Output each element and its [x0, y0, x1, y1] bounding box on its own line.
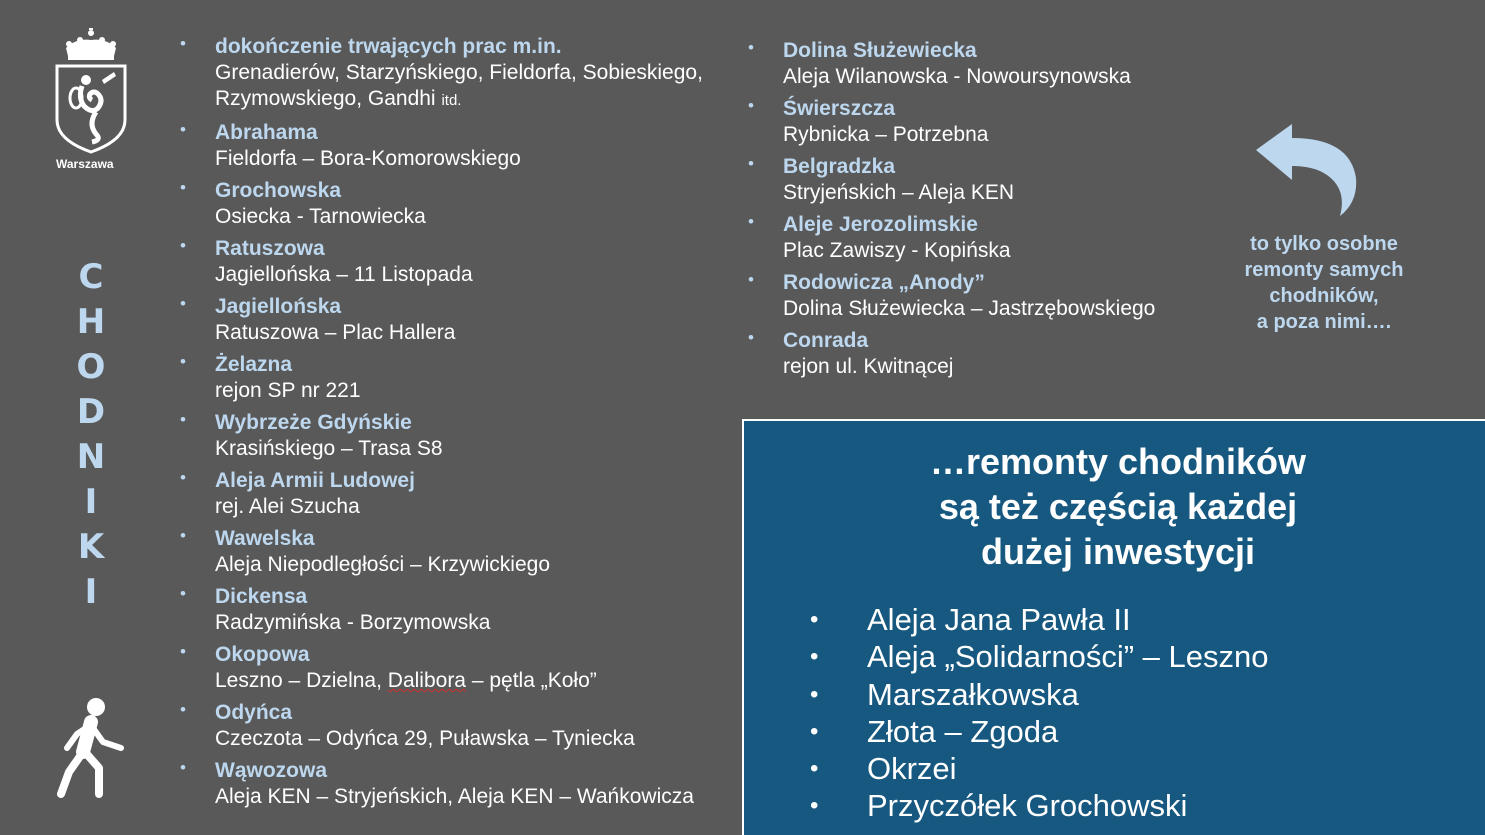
- warsaw-logo: [52, 28, 130, 154]
- vertical-title-letter: N: [76, 437, 106, 477]
- vertical-title-letter: C: [78, 257, 104, 297]
- list-item: [180, 294, 725, 346]
- street-detail: Ratuszowa – Plac Hallera: [215, 321, 456, 344]
- vertical-title: [62, 255, 120, 615]
- list-item: [180, 758, 725, 810]
- panel-list-item: • Aleja „Solidarności” – Leszno: [810, 638, 1269, 675]
- street-name: • dokończenie trwających prac m.in.: [215, 35, 562, 58]
- list-item: [180, 468, 725, 520]
- right-street-list: [748, 38, 1218, 386]
- panel-list-item: • Okrzei: [810, 750, 1269, 787]
- street-name: • Dickensa: [215, 585, 308, 608]
- list-item: [748, 270, 1218, 322]
- street-detail: Czeczota – Odyńca 29, Puławska – Tyniecka: [215, 727, 635, 750]
- street-name: • Dolina Służewiecka: [783, 39, 977, 62]
- street-detail: Jagiellońska – 11 Listopada: [215, 263, 473, 286]
- vertical-title-letter: I: [84, 572, 98, 612]
- list-item: [180, 352, 725, 404]
- street-name: • Conrada: [783, 329, 869, 352]
- list-item: [180, 178, 725, 230]
- side-note: [1215, 231, 1433, 335]
- list-item: [180, 700, 725, 752]
- street-name: • Wawelska: [215, 527, 315, 550]
- panel-title: [744, 439, 1485, 574]
- street-detail-post: – pętla „Koło”: [471, 669, 597, 692]
- panel-list: [810, 601, 1269, 825]
- list-item: [180, 642, 725, 694]
- side-note-line: a poza nimi….: [1256, 311, 1392, 333]
- street-name: • Świerszcza: [783, 97, 896, 120]
- street-name: • Wąwozowa: [215, 759, 328, 782]
- street-name: • Aleja Armii Ludowej: [215, 469, 415, 492]
- panel-title-line: dużej inwestycji: [980, 531, 1256, 572]
- street-name: • Okopowa: [215, 643, 310, 666]
- street-name: • Żelazna: [215, 353, 293, 376]
- left-street-list: [180, 34, 725, 816]
- vertical-title-letter: I: [84, 482, 98, 522]
- street-detail-pre: Leszno – Dzielna,: [215, 669, 382, 692]
- vertical-title-letter: K: [77, 527, 105, 567]
- list-item: [748, 328, 1218, 380]
- side-note-line: remonty samych: [1244, 259, 1404, 281]
- street-name: • Aleje Jerozolimskie: [783, 213, 978, 236]
- street-name: • Jagiellońska: [215, 295, 342, 318]
- list-item: [180, 526, 725, 578]
- panel-list-item: • Marszałkowska: [810, 676, 1269, 713]
- street-name: • Ratuszowa: [215, 237, 325, 260]
- side-note-line: chodników,: [1269, 285, 1379, 307]
- street-name: • Grochowska: [215, 179, 342, 202]
- curved-back-arrow-icon: [1252, 120, 1360, 218]
- walking-person-icon: [55, 696, 127, 800]
- street-detail: Rybnicka – Potrzebna: [783, 123, 989, 146]
- list-item: [748, 154, 1218, 206]
- street-name: • Wybrzeże Gdyńskie: [215, 411, 412, 434]
- street-detail: Krasińskiego – Trasa S8: [215, 437, 443, 460]
- list-item: [748, 212, 1218, 264]
- street-detail-small: itd.: [441, 92, 462, 109]
- panel-list-item: • Złota – Zgoda: [810, 713, 1269, 750]
- list-item: [180, 584, 725, 636]
- warsaw-coat-of-arms-icon: [52, 28, 130, 154]
- side-note-line: to tylko osobne: [1250, 233, 1398, 255]
- vertical-title-letter: H: [76, 302, 106, 342]
- investments-panel: [742, 419, 1485, 835]
- street-detail-underlined: Dalibora: [387, 669, 466, 692]
- street-detail: [215, 60, 725, 114]
- list-item: [180, 34, 725, 114]
- vertical-title-letter: O: [76, 347, 106, 387]
- street-detail: Aleja Wilanowska - Nowoursynowska: [783, 65, 1131, 88]
- list-item: [180, 120, 725, 172]
- street-detail: Aleja KEN – Stryjeńskich, Aleja KEN – Wańkowicza: [215, 785, 694, 808]
- list-item: [748, 96, 1218, 148]
- street-name: • Odyńca: [215, 701, 293, 724]
- panel-title-line: są też częścią każdej: [938, 486, 1298, 527]
- list-item: [180, 410, 725, 462]
- street-detail: [215, 668, 725, 694]
- list-item: [748, 38, 1218, 90]
- street-detail-text: Grenadierów, Starzyńskiego, Fieldorfa, Sobieskiego, Rzymowskiego, Gandhi: [215, 61, 703, 110]
- street-detail: Stryjeńskich – Aleja KEN: [783, 181, 1015, 204]
- panel-list-item: • Przyczółek Grochowski: [810, 787, 1269, 824]
- list-item: [180, 236, 725, 288]
- panel-title-line: …remonty chodników: [929, 441, 1307, 482]
- street-detail: Fieldorfa – Bora-Komorowskiego: [215, 147, 521, 170]
- arrow: [1252, 120, 1360, 223]
- street-detail: Aleja Niepodległości – Krzywickiego: [215, 553, 550, 576]
- panel-list-item: • Aleja Jana Pawła II: [810, 601, 1269, 638]
- street-detail: Plac Zawiszy - Kopińska: [783, 239, 1011, 262]
- street-detail: rejon ul. Kwitnącej: [783, 355, 954, 378]
- street-name: • Abrahama: [215, 121, 318, 144]
- walker: [55, 696, 127, 805]
- street-detail: rej. Alei Szucha: [215, 495, 360, 518]
- vertical-title-letter: D: [76, 392, 106, 432]
- street-name: • Rodowicza „Anody”: [783, 271, 985, 294]
- street-detail: Dolina Służewiecka – Jastrzębowskiego: [783, 297, 1156, 320]
- street-name: • Belgradzka: [783, 155, 896, 178]
- logo-label: Warszawa: [56, 157, 114, 171]
- street-detail: rejon SP nr 221: [215, 379, 361, 402]
- street-detail: Osiecka - Tarnowiecka: [215, 205, 426, 228]
- street-detail: Radzymińska - Borzymowska: [215, 611, 491, 634]
